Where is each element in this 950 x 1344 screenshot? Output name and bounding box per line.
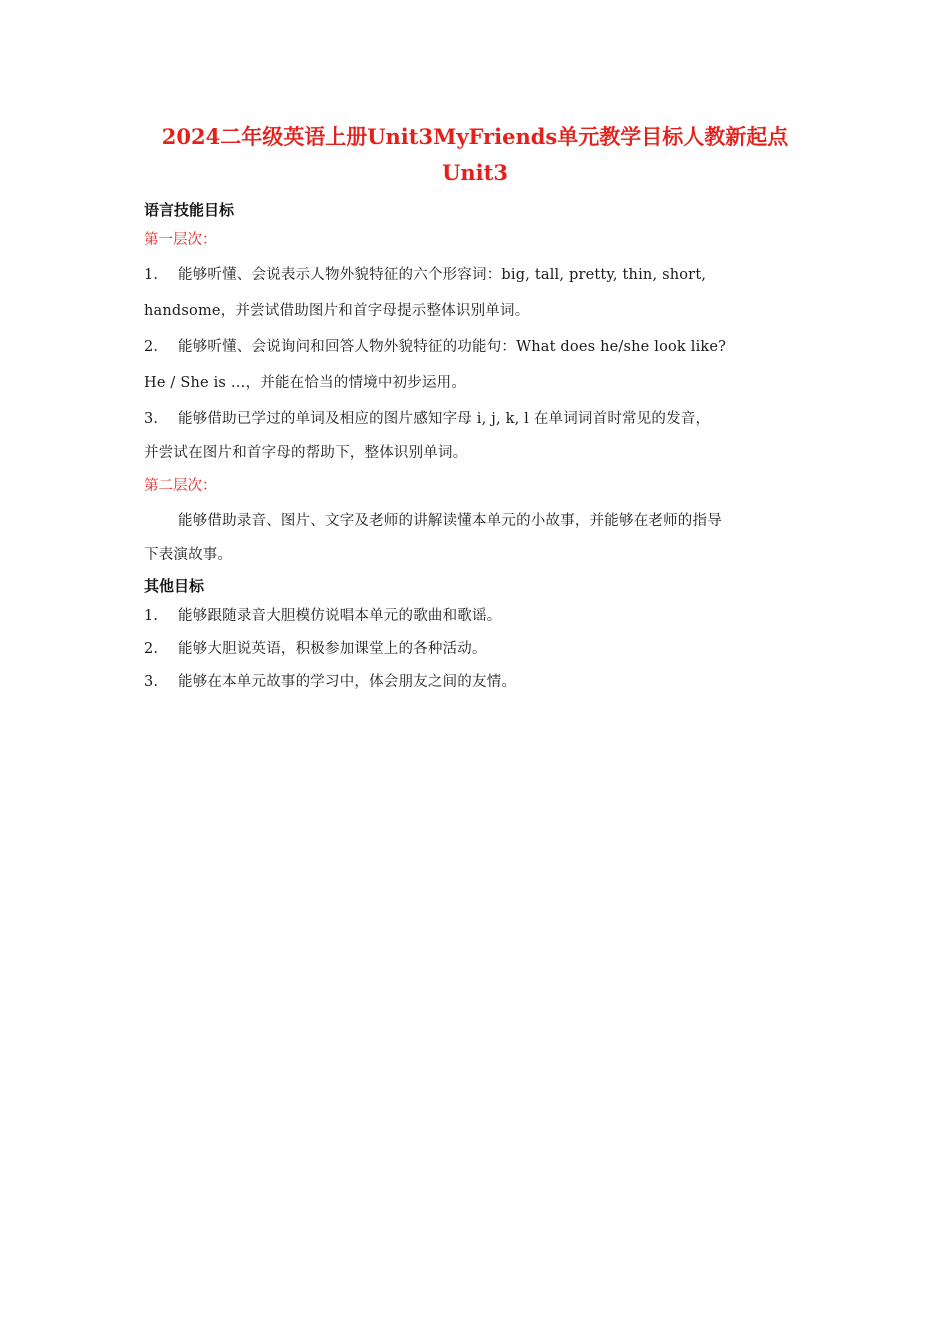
list-item — [144, 401, 808, 437]
item-number: 1. — [144, 608, 159, 624]
list-item-continuation: 并尝试在图片和首字母的帮助下，整体识别单词。 — [144, 445, 468, 461]
paragraph-line: 下表演故事。 — [144, 547, 233, 563]
item-text: 能够听懂、会说询问和回答人物外貌特征的功能句：What does he/she look like? — [178, 339, 727, 355]
list-item — [144, 329, 808, 365]
item-text: 能够大胆说英语，积极参加课堂上的各种活动。 — [178, 641, 487, 657]
list-item — [144, 257, 808, 293]
item-number: 2. — [144, 339, 159, 355]
document-body — [144, 196, 808, 699]
level-one-label: 第一层次： — [144, 232, 217, 248]
item-number: 2. — [144, 641, 159, 657]
item-number: 3. — [144, 411, 159, 427]
document-subtitle: Unit3 — [442, 160, 508, 185]
section-heading-language-skills: 语言技能目标 — [144, 201, 235, 219]
item-text: 能够跟随录音大胆模仿说唱本单元的歌曲和歌谣。 — [178, 608, 502, 624]
item-text: 能够在本单元故事的学习中，体会朋友之间的友情。 — [178, 674, 517, 690]
item-number: 3. — [144, 674, 159, 690]
item-number: 1. — [144, 267, 159, 283]
level-two-label: 第二层次： — [144, 478, 217, 494]
document-title: 2024二年级英语上册Unit3MyFriends单元教学目标人教新起点 — [161, 124, 789, 149]
item-text: 能够听懂、会说表示人物外貌特征的六个形容词：big, tall, pretty, thin, short, — [178, 267, 707, 283]
section-heading-other-goals: 其他目标 — [144, 577, 205, 595]
list-item — [144, 600, 808, 633]
list-item — [144, 666, 808, 699]
list-item-continuation: handsome，并尝试借助图片和首字母提示整体识别单词。 — [144, 303, 530, 319]
paragraph-line: 能够借助录音、图片、文字及老师的讲解读懂本单元的小故事，并能够在老师的指导 — [178, 513, 722, 529]
list-item-continuation: He / She is …，并能在恰当的情境中初步运用。 — [144, 375, 467, 391]
list-item — [144, 633, 808, 666]
item-text: 能够借助已学过的单词及相应的图片感知字母 i, j, k, l 在单词词首时常见的发音， — [178, 411, 711, 427]
